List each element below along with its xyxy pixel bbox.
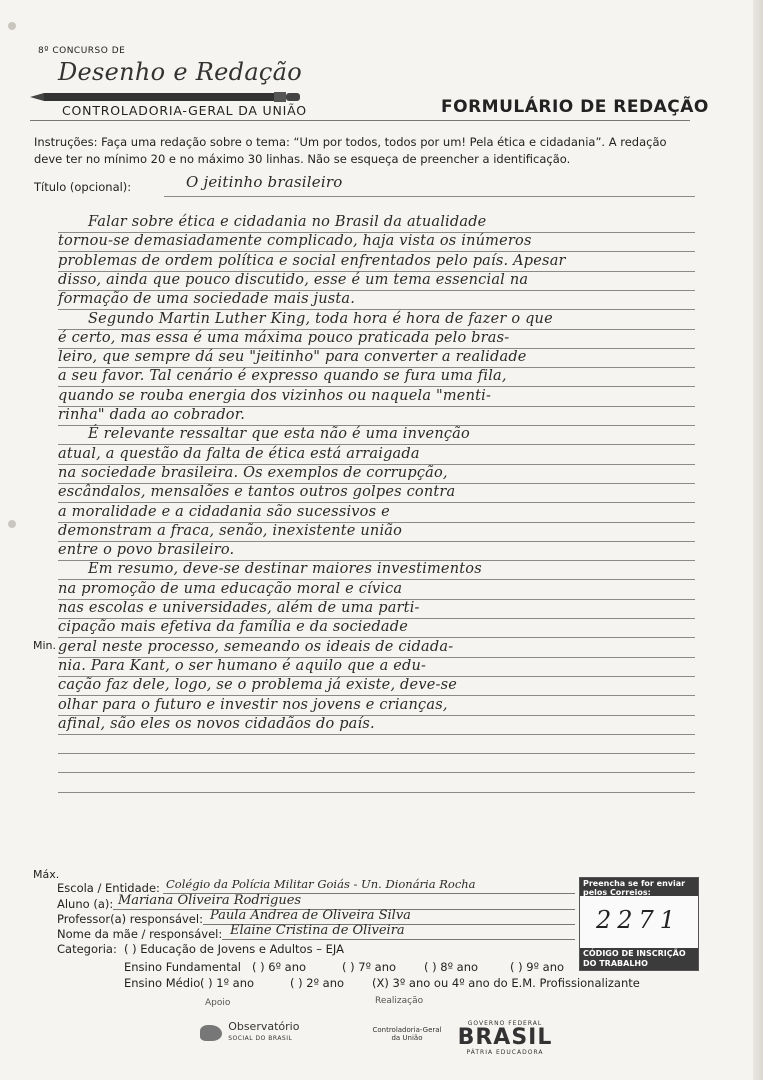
essay-line-text[interactable]: quando se rouba energia dos vizinhos ou naquela "menti- — [58, 388, 492, 404]
ruled-line — [58, 444, 695, 445]
essay-line-text[interactable]: nas escolas e universidades, além de uma parti- — [58, 600, 420, 616]
essay-line-text[interactable]: nia. Para Kant, o ser humano é aquilo que a edu- — [58, 658, 427, 674]
ruled-line — [58, 251, 695, 252]
essay-line-text[interactable]: é certo, mas essa é uma máxima pouco praticada pelo bras- — [58, 330, 510, 346]
ruled-line — [58, 579, 695, 580]
parent-label: Nome da mãe / responsável: — [57, 927, 223, 941]
essay-title[interactable]: O jeitinho brasileiro — [186, 173, 343, 191]
title-underline — [164, 196, 695, 197]
realization-label: Realização — [375, 996, 424, 1006]
category-eja-option[interactable]: ( ) Educação de Jovens e Adultos – EJA — [124, 942, 344, 956]
code-box-header: Preencha se for enviar pelos Correios: — [580, 878, 698, 896]
pencil-icon — [30, 92, 300, 102]
fundamental-option[interactable]: ( ) 9º ano — [510, 960, 565, 974]
fundamental-option[interactable]: ( ) 6º ano — [252, 960, 307, 974]
essay-line-text[interactable]: cipação mais efetiva da família e da sociedade — [58, 619, 408, 635]
teacher-field[interactable]: Paula Andrea de Oliveira Silva — [210, 908, 411, 923]
title-label: Título (opcional): — [34, 180, 132, 194]
brasil-logo — [455, 1020, 555, 1056]
essay-line-text[interactable]: afinal, são eles os novos cidadãos do país. — [58, 716, 375, 732]
essay-line-text[interactable]: Segundo Martin Luther King, toda hora é hora de fazer o que — [88, 311, 553, 327]
header-divider — [30, 120, 690, 121]
essay-line-text[interactable]: na promoção de uma educação moral e cívica — [58, 581, 403, 597]
contest-edition: 8º CONCURSO DE — [38, 46, 126, 56]
school-field[interactable]: Colégio da Polícia Militar Goiás - Un. Dionária Rocha — [166, 877, 476, 891]
min-label: Min. — [33, 639, 57, 652]
ruled-line — [58, 502, 695, 503]
essay-line-text[interactable]: na sociedade brasileira. Os exemplos de corrupção, — [58, 465, 448, 481]
medio-label: Ensino Médio — [124, 976, 201, 990]
observatorio-sub: SOCIAL DO BRASIL — [228, 1035, 293, 1042]
parent-field[interactable]: Elaine Cristina de Oliveira — [230, 923, 405, 938]
essay-line-text[interactable]: demonstram a fraca, senão, inexistente união — [58, 523, 403, 539]
instructions: Instruções: Faça uma redação sobre o tema: “Um por todos, todos por um! Pela ética e cidadania”. A redação deve ter no mínimo 20 e no máximo 30 linhas. Não se esqueça de preencher a identificação. — [34, 135, 667, 166]
essay-line-text[interactable]: Em resumo, deve-se destinar maiores investimentos — [88, 561, 482, 577]
observatorio-name: Observatório — [228, 1020, 300, 1033]
max-label: Máx. — [33, 868, 60, 881]
parent-underline — [222, 939, 575, 940]
essay-line-text[interactable]: leiro, que sempre dá seu "jeitinho" para converter a realidade — [58, 349, 527, 365]
essay-line-text[interactable]: cação faz dele, logo, se o problema já existe, deve-se — [58, 677, 458, 693]
essay-line-text[interactable]: escândalos, mensalões e tantos outros golpes contra — [58, 484, 456, 500]
contest-brand-logo: Desenho e Redação — [58, 58, 303, 86]
ruled-line — [58, 792, 695, 793]
ruled-line — [58, 753, 695, 754]
essay-line-text[interactable]: entre o povo brasileiro. — [58, 542, 235, 558]
category-label: Categoria: — [57, 942, 117, 956]
teacher-label: Professor(a) responsável: — [57, 912, 203, 926]
ruled-line — [58, 309, 695, 310]
ruled-line — [58, 386, 695, 387]
observatorio-logo — [200, 1022, 299, 1044]
brasil-wordmark: BRASIL — [457, 1025, 553, 1050]
ruled-line — [58, 734, 695, 735]
medio-option[interactable]: ( ) 1º ano — [200, 976, 255, 990]
registration-code-box — [579, 877, 699, 971]
observatorio-map-icon — [200, 1025, 222, 1041]
essay-line-text[interactable]: a moralidade e a cidadania são sucessivos e — [58, 504, 390, 520]
fundamental-label: Ensino Fundamental — [124, 960, 241, 974]
ruled-line — [58, 695, 695, 696]
medio-option[interactable]: ( ) 2º ano — [290, 976, 345, 990]
punch-hole — [8, 520, 16, 528]
student-field[interactable]: Mariana Oliveira Rodrigues — [118, 893, 302, 908]
cgu-logo: Controladoria-Geral da União — [372, 1026, 442, 1042]
form-title: FORMULÁRIO DE REDAÇÃO — [441, 97, 709, 117]
ruled-line — [58, 772, 695, 773]
essay-line-text[interactable]: problemas de ordem política e social enfrentados pelo país. Apesar — [58, 253, 566, 269]
page-edge-shadow — [753, 0, 763, 1080]
registration-code-field[interactable]: 2271 — [596, 906, 682, 934]
essay-line-text[interactable]: formação de uma sociedade mais justa. — [58, 291, 356, 307]
essay-line-text[interactable]: geral neste processo, semeando os ideais de cidada- — [58, 639, 454, 655]
essay-line-text[interactable]: Falar sobre ética e cidadania no Brasil da atualidade — [88, 214, 487, 230]
gov-federal-text: GOVERNO FEDERAL — [467, 1020, 543, 1027]
ruled-line — [58, 637, 695, 638]
fundamental-option[interactable]: ( ) 8º ano — [424, 960, 479, 974]
school-label: Escola / Entidade: — [57, 881, 160, 895]
fundamental-option[interactable]: ( ) 7º ano — [342, 960, 397, 974]
code-box-footer: CÓDIGO DE INSCRIÇÃO DO TRABALHO — [580, 948, 698, 970]
support-label: Apoio — [205, 998, 231, 1008]
patria-educadora-text: PÁTRIA EDUCADORA — [466, 1049, 544, 1056]
essay-line-text[interactable]: rinha" dada ao cobrador. — [58, 407, 246, 423]
org-name: CONTROLADORIA-GERAL DA UNIÃO — [62, 103, 307, 118]
medio-option-checked[interactable]: (X) 3º ano ou 4º ano do E.M. Profissionalizante — [372, 976, 640, 990]
essay-line-text[interactable]: É relevante ressaltar que esta não é uma invenção — [88, 426, 470, 442]
student-label: Aluno (a): — [57, 897, 114, 911]
essay-line-text[interactable]: olhar para o futuro e investir nos jovens e crianças, — [58, 697, 448, 713]
essay-line-text[interactable]: atual, a questão da falta de ética está arraigada — [58, 446, 420, 462]
punch-hole — [8, 22, 16, 30]
essay-line-text[interactable]: tornou-se demasiadamente complicado, haja vista os inúmeros — [58, 233, 532, 249]
essay-line-text[interactable]: disso, ainda que pouco discutido, esse é um tema essencial na — [58, 272, 529, 288]
essay-line-text[interactable]: a seu favor. Tal cenário é expresso quando se fura uma fila, — [58, 368, 507, 384]
